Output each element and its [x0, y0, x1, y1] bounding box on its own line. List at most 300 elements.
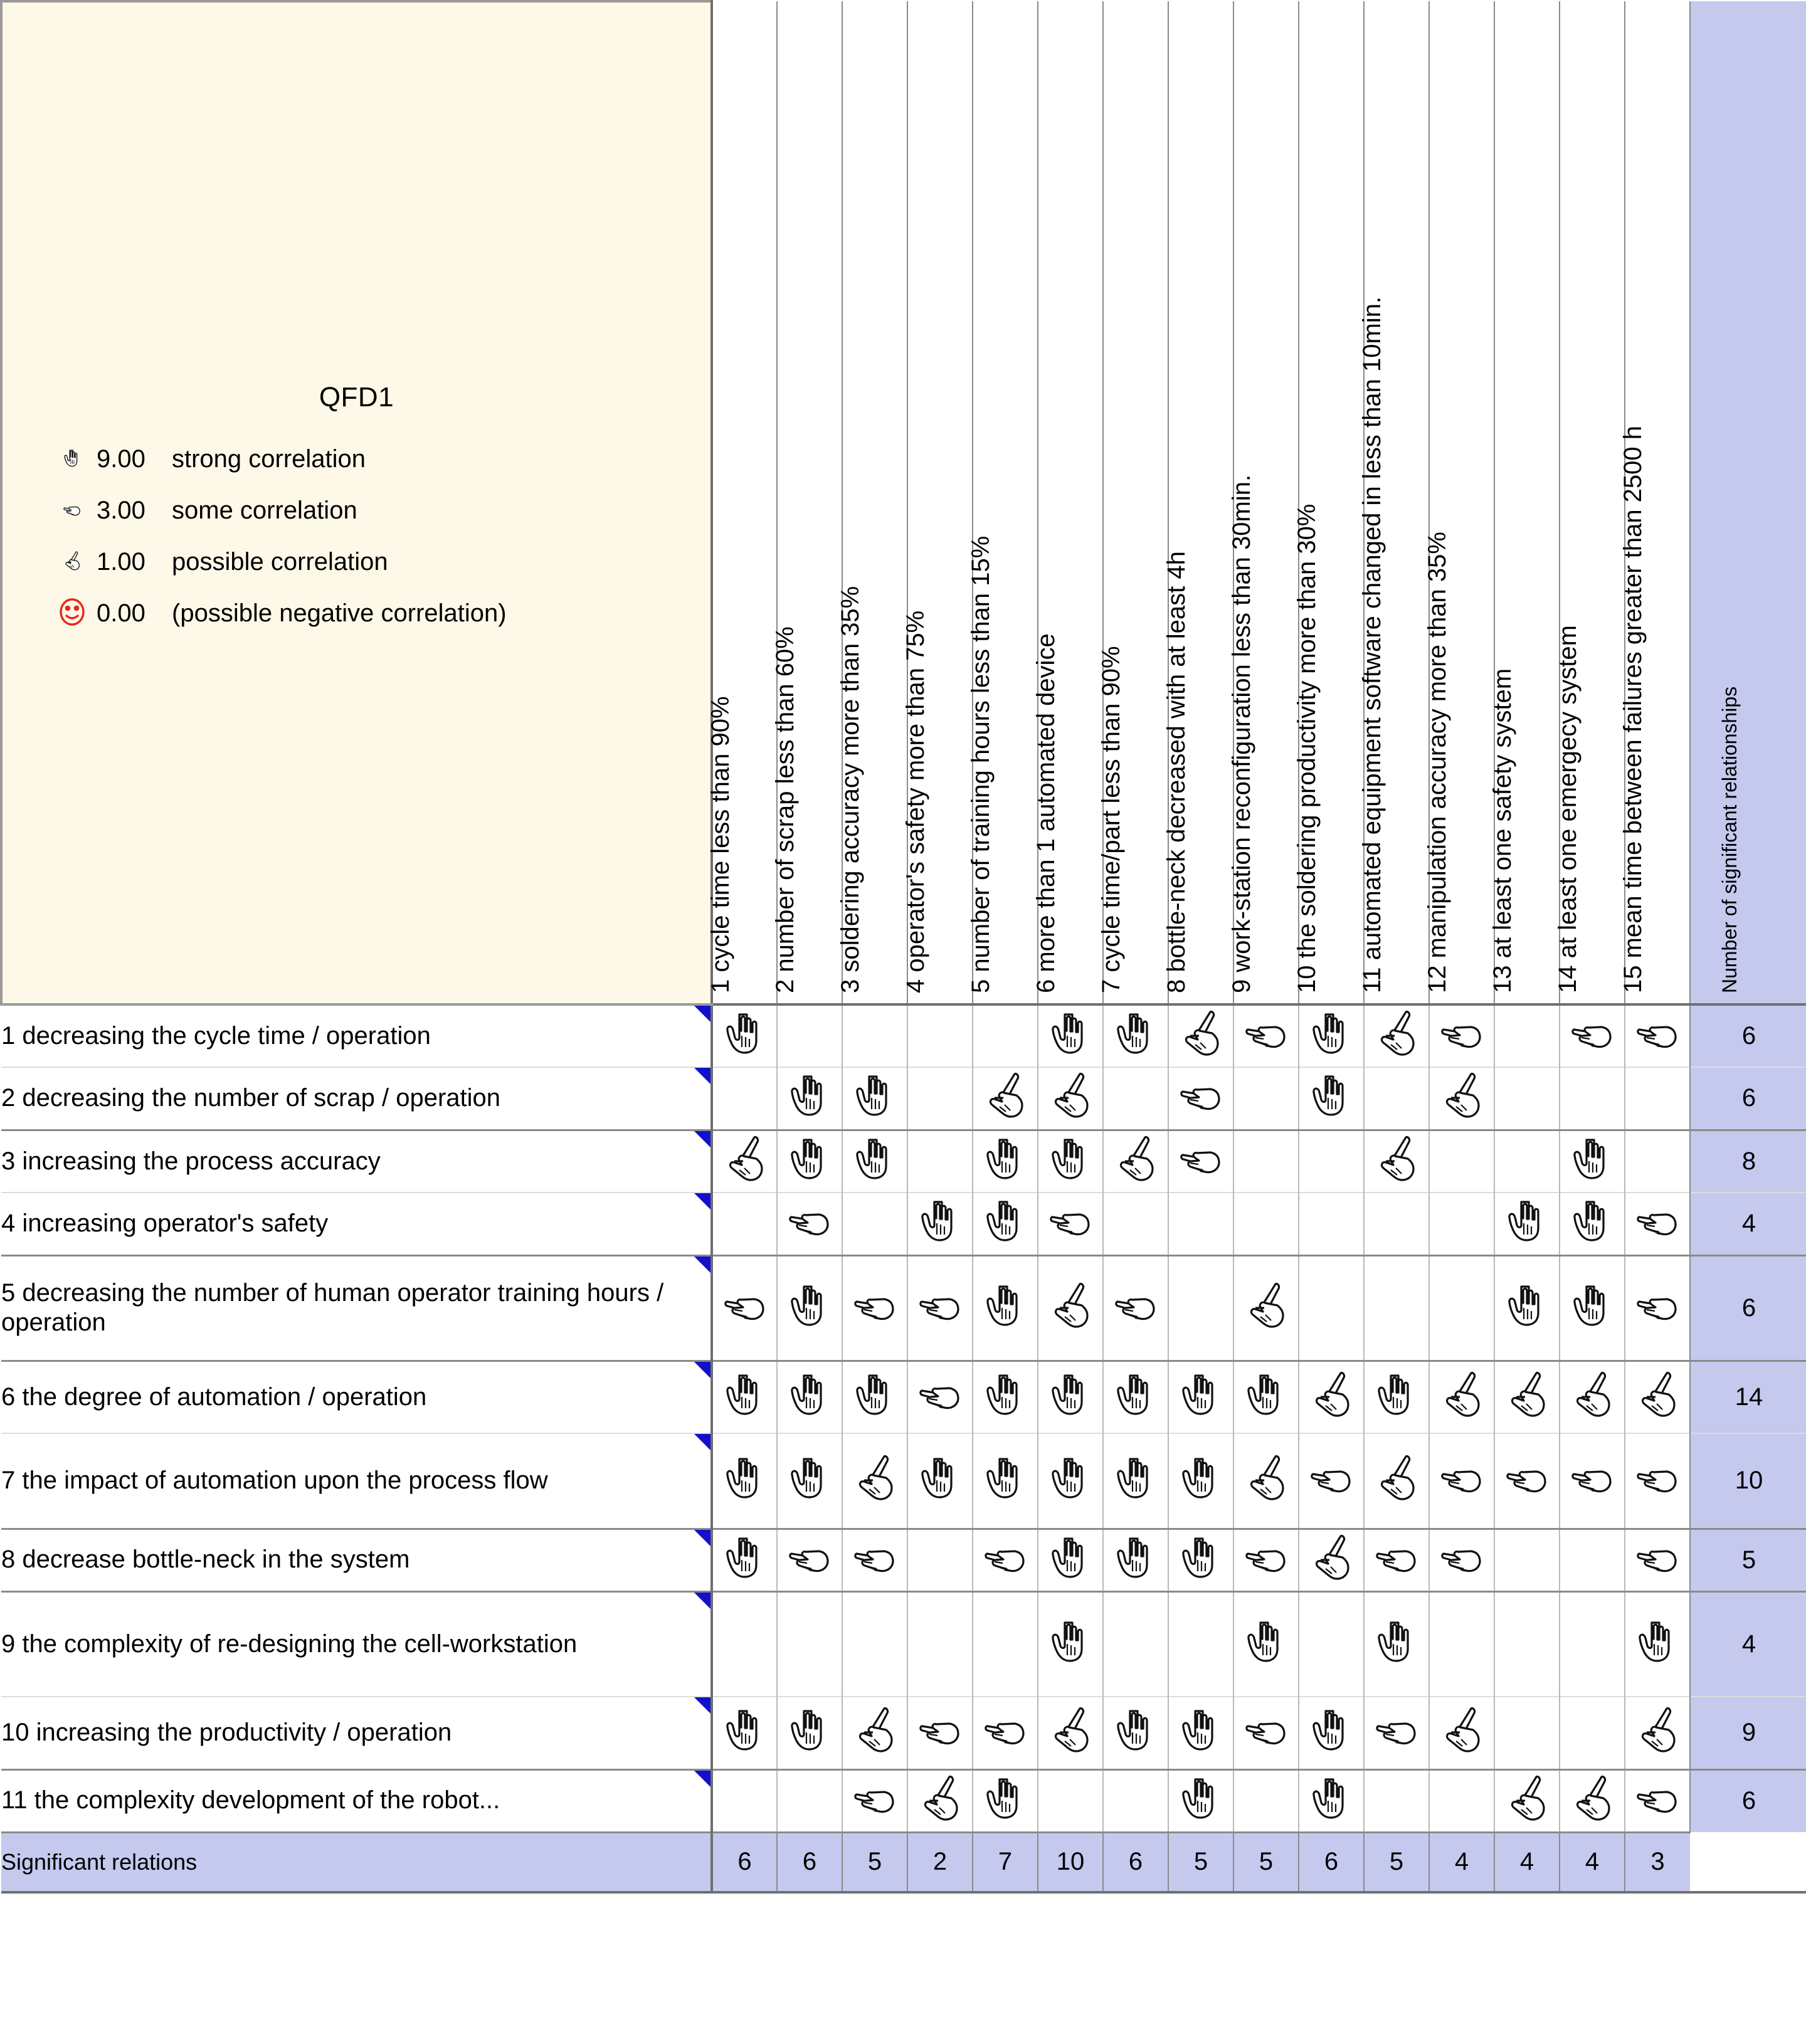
matrix-cell-r2-c7[interactable]	[1103, 1067, 1168, 1130]
row-significant-count-4: 4	[1690, 1193, 1806, 1255]
row-header-label: 7 the impact of automation upon the process flow	[1, 1467, 548, 1495]
table-row	[1, 1067, 1806, 1130]
matrix-cell-r7-c2[interactable]	[777, 1433, 842, 1529]
matrix-cell-r4-c9[interactable]	[1233, 1193, 1299, 1255]
matrix-cell-r10-c3[interactable]	[842, 1697, 907, 1769]
matrix-cell-r7-c5[interactable]	[973, 1433, 1038, 1529]
matrix-cell-r1-c10[interactable]	[1299, 1004, 1364, 1067]
matrix-cell-r3-c5[interactable]	[973, 1130, 1038, 1193]
matrix-cell-r10-c13[interactable]	[1494, 1697, 1560, 1769]
matrix-cell-r2-c12[interactable]	[1429, 1067, 1494, 1130]
legend-label: possible correlation	[172, 547, 388, 576]
matrix-cell-r5-c1[interactable]	[712, 1255, 777, 1361]
matrix-cell-r9-c13[interactable]	[1494, 1591, 1560, 1697]
hand-pointing-down-icon	[981, 1134, 1030, 1186]
hand-pointing-left-icon	[1633, 1773, 1682, 1826]
matrix-cell-r9-c4[interactable]	[907, 1591, 973, 1697]
matrix-cell-r4-c12[interactable]	[1429, 1193, 1494, 1255]
hand-pointing-down-icon	[1502, 1196, 1551, 1248]
matrix-cell-r10-c12[interactable]	[1429, 1697, 1494, 1769]
hand-pointing-up-icon	[1568, 1773, 1617, 1826]
matrix-cell-r6-c3[interactable]	[842, 1361, 907, 1433]
matrix-cell-r4-c6[interactable]	[1038, 1193, 1103, 1255]
matrix-cell-r9-c2[interactable]	[777, 1591, 842, 1697]
matrix-cell-r10-c1[interactable]	[712, 1697, 777, 1769]
row-significant-count-2: 6	[1690, 1067, 1806, 1130]
matrix-cell-r10-c2[interactable]	[777, 1697, 842, 1769]
significant-relations-row	[1, 1832, 1806, 1892]
matrix-cell-r6-c14[interactable]	[1560, 1361, 1625, 1433]
matrix-cell-r1-c1[interactable]	[712, 1004, 777, 1067]
hand-pointing-down-icon	[1307, 1008, 1356, 1061]
column-header-label: 6 more than 1 automated device	[1032, 633, 1060, 993]
matrix-cell-r9-c1[interactable]	[712, 1591, 777, 1697]
matrix-cell-r1-c6[interactable]	[1038, 1004, 1103, 1067]
column-significant-count-8: 5	[1168, 1832, 1233, 1892]
column-significant-count-12: 4	[1429, 1832, 1494, 1892]
matrix-cell-r9-c14[interactable]	[1560, 1591, 1625, 1697]
matrix-cell-r1-c5[interactable]	[973, 1004, 1038, 1067]
legend-value: 0.00	[97, 599, 145, 627]
matrix-cell-r1-c14[interactable]	[1560, 1004, 1625, 1067]
matrix-cell-r8-c11[interactable]	[1364, 1529, 1429, 1591]
matrix-cell-r11-c15[interactable]	[1625, 1769, 1690, 1832]
matrix-cell-r6-c11[interactable]	[1364, 1361, 1429, 1433]
matrix-cell-r6-c13[interactable]	[1494, 1361, 1560, 1433]
column-significant-count-6: 10	[1038, 1832, 1103, 1892]
matrix-cell-r4-c4[interactable]	[907, 1193, 973, 1255]
matrix-cell-r11-c1[interactable]	[712, 1769, 777, 1832]
hand-pointing-down-icon	[1372, 1616, 1421, 1669]
row-significant-count-9: 4	[1690, 1591, 1806, 1697]
significant-relations-label: Significant relations	[1, 1832, 712, 1892]
table-row	[1, 1004, 1806, 1067]
matrix-cell-r11-c9[interactable]	[1233, 1769, 1299, 1832]
matrix-cell-r3-c9[interactable]	[1233, 1130, 1299, 1193]
column-header-11	[1358, 1, 1429, 1004]
matrix-cell-r3-c7[interactable]	[1103, 1130, 1168, 1193]
matrix-cell-r5-c3[interactable]	[842, 1255, 907, 1361]
column-header-label: 10 the soldering productivity more than 30%	[1293, 503, 1321, 993]
matrix-cell-r1-c8[interactable]	[1168, 1004, 1233, 1067]
hand-pointing-down-icon	[785, 1453, 834, 1505]
row-header-3	[1, 1130, 712, 1193]
hand-pointing-left-icon	[1633, 1453, 1682, 1505]
matrix-cell-r8-c12[interactable]	[1429, 1529, 1494, 1591]
matrix-cell-r4-c11[interactable]	[1364, 1193, 1429, 1255]
row-header-6	[1, 1361, 712, 1433]
matrix-cell-r5-c2[interactable]	[777, 1255, 842, 1361]
column-header-label: 11 automated equipment software changed in less than 10min.	[1358, 296, 1386, 993]
matrix-cell-r2-c10[interactable]	[1299, 1067, 1364, 1130]
table-row	[1, 1591, 1806, 1697]
matrix-cell-r7-c1[interactable]	[712, 1433, 777, 1529]
matrix-cell-r5-c7[interactable]	[1103, 1255, 1168, 1361]
row-header-11	[1, 1769, 712, 1832]
matrix-cell-r10-c8[interactable]	[1168, 1697, 1233, 1769]
hand-pointing-left-icon	[981, 1532, 1030, 1585]
matrix-cell-r9-c10[interactable]	[1299, 1591, 1364, 1697]
table-row	[1, 1130, 1806, 1193]
row-significant-count-11: 6	[1690, 1769, 1806, 1832]
column-significant-count-11: 5	[1364, 1832, 1429, 1892]
hand-pointing-up-icon	[1176, 1008, 1225, 1061]
hand-pointing-left-icon	[48, 483, 97, 539]
matrix-cell-r11-c5[interactable]	[973, 1769, 1038, 1832]
matrix-cell-r9-c12[interactable]	[1429, 1591, 1494, 1697]
matrix-cell-r3-c14[interactable]	[1560, 1130, 1625, 1193]
matrix-cell-r8-c5[interactable]	[973, 1529, 1038, 1591]
matrix-cell-r8-c7[interactable]	[1103, 1529, 1168, 1591]
matrix-cell-r10-c6[interactable]	[1038, 1697, 1103, 1769]
row-header-label: 5 decreasing the number of human operator training hours / operation	[1, 1278, 664, 1336]
matrix-cell-r10-c11[interactable]	[1364, 1697, 1429, 1769]
hand-pointing-down-icon	[1176, 1453, 1225, 1505]
column-header-label: 9 work-station reconfiguration less than 30min.	[1228, 474, 1255, 993]
matrix-cell-r4-c2[interactable]	[777, 1193, 842, 1255]
matrix-cell-r5-c12[interactable]	[1429, 1255, 1494, 1361]
row-marker-triangle-icon	[694, 1771, 710, 1787]
hand-pointing-down-icon	[721, 1453, 769, 1505]
matrix-cell-r10-c5[interactable]	[973, 1697, 1038, 1769]
hand-pointing-up-icon	[1568, 1369, 1617, 1422]
matrix-cell-r3-c2[interactable]	[777, 1130, 842, 1193]
matrix-cell-r8-c3[interactable]	[842, 1529, 907, 1591]
matrix-cell-r8-c1[interactable]	[712, 1529, 777, 1591]
matrix-cell-r7-c3[interactable]	[842, 1433, 907, 1529]
matrix-cell-r3-c4[interactable]	[907, 1130, 973, 1193]
matrix-cell-r1-c2[interactable]	[777, 1004, 842, 1067]
hand-pointing-down-icon	[1176, 1532, 1225, 1585]
matrix-cell-r6-c8[interactable]	[1168, 1361, 1233, 1433]
matrix-cell-r11-c14[interactable]	[1560, 1769, 1625, 1832]
hand-pointing-up-icon	[1437, 1070, 1486, 1123]
hand-pointing-up-icon	[1372, 1008, 1421, 1061]
hand-pointing-left-icon	[1046, 1196, 1095, 1248]
hand-pointing-left-icon	[1437, 1532, 1486, 1585]
matrix-cell-r1-c11[interactable]	[1364, 1004, 1429, 1067]
matrix-cell-r3-c11[interactable]	[1364, 1130, 1429, 1193]
matrix-cell-r4-c13[interactable]	[1494, 1193, 1560, 1255]
matrix-cell-r7-c6[interactable]	[1038, 1433, 1103, 1529]
hand-pointing-down-icon	[850, 1134, 899, 1186]
hand-pointing-up-icon	[850, 1705, 899, 1757]
column-header-9	[1228, 1, 1299, 1004]
row-marker-triangle-icon	[694, 1006, 710, 1022]
hand-pointing-down-icon	[1176, 1369, 1225, 1422]
matrix-cell-r3-c10[interactable]	[1299, 1130, 1364, 1193]
matrix-cell-r7-c11[interactable]	[1364, 1433, 1429, 1529]
matrix-cell-r1-c4[interactable]	[907, 1004, 973, 1067]
matrix-cell-r11-c10[interactable]	[1299, 1769, 1364, 1832]
hand-pointing-down-icon	[1502, 1280, 1551, 1333]
matrix-cell-r3-c12[interactable]	[1429, 1130, 1494, 1193]
matrix-cell-r7-c14[interactable]	[1560, 1433, 1625, 1529]
hand-pointing-down-icon	[785, 1369, 834, 1422]
matrix-cell-r2-c1[interactable]	[712, 1067, 777, 1130]
legend-row	[48, 493, 710, 527]
hand-pointing-left-icon	[1437, 1008, 1486, 1061]
matrix-cell-r1-c7[interactable]	[1103, 1004, 1168, 1067]
matrix-cell-r6-c6[interactable]	[1038, 1361, 1103, 1433]
matrix-cell-r3-c1[interactable]	[712, 1130, 777, 1193]
matrix-cell-r3-c3[interactable]	[842, 1130, 907, 1193]
row-header-4	[1, 1193, 712, 1255]
matrix-cell-r5-c5[interactable]	[973, 1255, 1038, 1361]
matrix-cell-r11-c8[interactable]	[1168, 1769, 1233, 1832]
hand-pointing-down-icon	[981, 1280, 1030, 1333]
column-significant-count-9: 5	[1233, 1832, 1299, 1892]
matrix-cell-r5-c10[interactable]	[1299, 1255, 1364, 1361]
matrix-cell-r9-c6[interactable]	[1038, 1591, 1103, 1697]
column-header-4	[902, 1, 973, 1004]
matrix-cell-r4-c7[interactable]	[1103, 1193, 1168, 1255]
column-header-10	[1293, 1, 1364, 1004]
matrix-cell-r6-c1[interactable]	[712, 1361, 777, 1433]
matrix-cell-r10-c10[interactable]	[1299, 1697, 1364, 1769]
hand-pointing-down-icon	[981, 1196, 1030, 1248]
matrix-cell-r3-c13[interactable]	[1494, 1130, 1560, 1193]
matrix-cell-r3-c8[interactable]	[1168, 1130, 1233, 1193]
matrix-cell-r8-c8[interactable]	[1168, 1529, 1233, 1591]
row-marker-triangle-icon	[694, 1434, 710, 1450]
hand-pointing-down-icon	[1307, 1773, 1356, 1826]
row-header-label: 2 decreasing the number of scrap / operation	[1, 1084, 501, 1112]
legend-row	[48, 442, 710, 476]
matrix-cell-r5-c6[interactable]	[1038, 1255, 1103, 1361]
matrix-cell-r2-c8[interactable]	[1168, 1067, 1233, 1130]
table-row	[1, 1193, 1806, 1255]
matrix-cell-r2-c5[interactable]	[973, 1067, 1038, 1130]
column-header-label: 1 cycle time less than 90%	[706, 696, 734, 993]
hand-pointing-up-icon	[981, 1070, 1030, 1123]
matrix-cell-r11-c12[interactable]	[1429, 1769, 1494, 1832]
matrix-cell-r7-c4[interactable]	[907, 1433, 973, 1529]
matrix-cell-r7-c15[interactable]	[1625, 1433, 1690, 1529]
matrix-cell-r6-c7[interactable]	[1103, 1361, 1168, 1433]
legend-panel	[1, 1, 712, 1004]
matrix-cell-r2-c4[interactable]	[907, 1067, 973, 1130]
matrix-cell-r3-c15[interactable]	[1625, 1130, 1690, 1193]
matrix-cell-r6-c10[interactable]	[1299, 1361, 1364, 1433]
column-significant-count-4: 2	[907, 1832, 973, 1892]
matrix-cell-r3-c6[interactable]	[1038, 1130, 1103, 1193]
legend-label: some correlation	[172, 496, 357, 524]
row-significant-count-5: 6	[1690, 1255, 1806, 1361]
column-header-label: 2 number of scrap less than 60%	[771, 626, 799, 993]
matrix-cell-r7-c7[interactable]	[1103, 1433, 1168, 1529]
matrix-cell-r2-c9[interactable]	[1233, 1067, 1299, 1130]
qfd-table-header	[1, 1, 1806, 1004]
matrix-cell-r8-c13[interactable]	[1494, 1529, 1560, 1591]
hand-pointing-left-icon	[850, 1532, 899, 1585]
hand-pointing-left-icon	[1633, 1196, 1682, 1248]
matrix-cell-r2-c2[interactable]	[777, 1067, 842, 1130]
matrix-cell-r2-c6[interactable]	[1038, 1067, 1103, 1130]
matrix-cell-r9-c7[interactable]	[1103, 1591, 1168, 1697]
column-header-15	[1619, 1, 1690, 1004]
hand-pointing-up-icon	[48, 534, 97, 590]
matrix-cell-r7-c10[interactable]	[1299, 1433, 1364, 1529]
matrix-cell-r11-c6[interactable]	[1038, 1769, 1103, 1832]
column-header-1	[706, 1, 777, 1004]
hand-pointing-left-icon	[785, 1196, 834, 1248]
matrix-cell-r8-c6[interactable]	[1038, 1529, 1103, 1591]
matrix-cell-r11-c2[interactable]	[777, 1769, 842, 1832]
matrix-cell-r6-c15[interactable]	[1625, 1361, 1690, 1433]
hand-pointing-down-icon	[1568, 1134, 1617, 1186]
hand-pointing-down-icon	[1046, 1616, 1095, 1669]
matrix-cell-r2-c14[interactable]	[1560, 1067, 1625, 1130]
hand-pointing-down-icon	[1111, 1705, 1160, 1757]
matrix-cell-r4-c8[interactable]	[1168, 1193, 1233, 1255]
summary-header-label: Number of significant relationships	[1718, 686, 1741, 993]
matrix-cell-r6-c4[interactable]	[907, 1361, 973, 1433]
qfd-table-body	[1, 1004, 1806, 1892]
hand-pointing-down-icon	[1046, 1532, 1095, 1585]
row-header-7	[1, 1433, 712, 1529]
hand-pointing-down-icon	[1046, 1453, 1095, 1505]
matrix-cell-r4-c5[interactable]	[973, 1193, 1038, 1255]
column-header-12	[1423, 1, 1494, 1004]
matrix-cell-r6-c12[interactable]	[1429, 1361, 1494, 1433]
matrix-cell-r8-c15[interactable]	[1625, 1529, 1690, 1591]
column-header-significant-relationships	[1690, 1, 1806, 1004]
hand-pointing-up-icon	[1437, 1705, 1486, 1757]
column-header-label: 15 mean time between failures greater than 2500 h	[1619, 425, 1647, 993]
hand-pointing-left-icon	[1242, 1532, 1291, 1585]
row-significant-count-3: 8	[1690, 1130, 1806, 1193]
matrix-cell-r7-c12[interactable]	[1429, 1433, 1494, 1529]
hand-pointing-down-icon	[785, 1280, 834, 1333]
matrix-cell-r2-c13[interactable]	[1494, 1067, 1560, 1130]
column-header-7	[1097, 1, 1168, 1004]
matrix-cell-r9-c8[interactable]	[1168, 1591, 1233, 1697]
matrix-cell-r1-c3[interactable]	[842, 1004, 907, 1067]
hand-pointing-up-icon	[1372, 1453, 1421, 1505]
matrix-cell-r9-c5[interactable]	[973, 1591, 1038, 1697]
hand-pointing-up-icon	[1242, 1280, 1291, 1333]
matrix-cell-r5-c4[interactable]	[907, 1255, 973, 1361]
matrix-cell-r8-c2[interactable]	[777, 1529, 842, 1591]
hand-pointing-down-icon	[1176, 1705, 1225, 1757]
hand-pointing-down-icon	[1242, 1369, 1291, 1422]
matrix-cell-r4-c14[interactable]	[1560, 1193, 1625, 1255]
table-row	[1, 1697, 1806, 1769]
matrix-cell-r8-c4[interactable]	[907, 1529, 973, 1591]
matrix-cell-r8-c14[interactable]	[1560, 1529, 1625, 1591]
matrix-cell-r8-c9[interactable]	[1233, 1529, 1299, 1591]
hand-pointing-up-icon	[1046, 1705, 1095, 1757]
matrix-cell-r7-c9[interactable]	[1233, 1433, 1299, 1529]
matrix-cell-r9-c11[interactable]	[1364, 1591, 1429, 1697]
matrix-cell-r6-c9[interactable]	[1233, 1361, 1299, 1433]
hand-pointing-left-icon	[850, 1280, 899, 1333]
column-header-label: 4 operator's safety more than 75%	[902, 610, 929, 993]
matrix-cell-r9-c9[interactable]	[1233, 1591, 1299, 1697]
matrix-cell-r11-c11[interactable]	[1364, 1769, 1429, 1832]
matrix-cell-r10-c14[interactable]	[1560, 1697, 1625, 1769]
matrix-cell-r4-c1[interactable]	[712, 1193, 777, 1255]
matrix-cell-r10-c7[interactable]	[1103, 1697, 1168, 1769]
hand-pointing-down-icon	[1307, 1070, 1356, 1123]
matrix-cell-r4-c15[interactable]	[1625, 1193, 1690, 1255]
matrix-cell-r4-c10[interactable]	[1299, 1193, 1364, 1255]
matrix-cell-r1-c13[interactable]	[1494, 1004, 1560, 1067]
matrix-cell-r4-c3[interactable]	[842, 1193, 907, 1255]
table-row	[1, 1361, 1806, 1433]
matrix-cell-r7-c8[interactable]	[1168, 1433, 1233, 1529]
matrix-cell-r5-c9[interactable]	[1233, 1255, 1299, 1361]
table-row	[1, 1255, 1806, 1361]
matrix-cell-r10-c4[interactable]	[907, 1697, 973, 1769]
matrix-cell-r8-c10[interactable]	[1299, 1529, 1364, 1591]
row-marker-triangle-icon	[694, 1131, 710, 1147]
hand-pointing-down-icon	[1111, 1008, 1160, 1061]
column-header-label: 14 at least one emergecy system	[1554, 625, 1582, 993]
hand-pointing-down-icon	[1111, 1453, 1160, 1505]
column-significant-count-1: 6	[712, 1832, 777, 1892]
matrix-cell-r2-c11[interactable]	[1364, 1067, 1429, 1130]
page-title: QFD1	[319, 382, 394, 413]
matrix-cell-r2-c15[interactable]	[1625, 1067, 1690, 1130]
hand-pointing-down-icon	[785, 1134, 834, 1186]
matrix-cell-r11-c3[interactable]	[842, 1769, 907, 1832]
legend-row	[48, 596, 710, 630]
matrix-cell-r6-c2[interactable]	[777, 1361, 842, 1433]
matrix-cell-r10-c9[interactable]	[1233, 1697, 1299, 1769]
table-row	[1, 1529, 1806, 1591]
hand-pointing-left-icon	[1568, 1453, 1617, 1505]
hand-pointing-down-icon	[981, 1773, 1030, 1826]
matrix-cell-r6-c5[interactable]	[973, 1361, 1038, 1433]
hand-pointing-left-icon	[785, 1532, 834, 1585]
row-header-label: 9 the complexity of re-designing the cell-workstation	[1, 1630, 578, 1658]
hand-pointing-left-icon	[721, 1280, 769, 1333]
column-header-2	[771, 1, 842, 1004]
matrix-cell-r1-c12[interactable]	[1429, 1004, 1494, 1067]
column-significant-count-7: 6	[1103, 1832, 1168, 1892]
column-header-14	[1554, 1, 1625, 1004]
matrix-cell-r11-c4[interactable]	[907, 1769, 973, 1832]
hand-pointing-down-icon	[1046, 1008, 1095, 1061]
matrix-cell-r5-c11[interactable]	[1364, 1255, 1429, 1361]
matrix-cell-r9-c3[interactable]	[842, 1591, 907, 1697]
matrix-cell-r5-c8[interactable]	[1168, 1255, 1233, 1361]
matrix-cell-r9-c15[interactable]	[1625, 1591, 1690, 1697]
legend-value: 1.00	[97, 547, 145, 576]
matrix-cell-r1-c15[interactable]	[1625, 1004, 1690, 1067]
matrix-cell-r5-c15[interactable]	[1625, 1255, 1690, 1361]
matrix-cell-r7-c13[interactable]	[1494, 1433, 1560, 1529]
row-marker-triangle-icon	[694, 1697, 710, 1714]
matrix-cell-r10-c15[interactable]	[1625, 1697, 1690, 1769]
hand-pointing-left-icon	[916, 1280, 964, 1333]
hand-pointing-down-icon	[1242, 1616, 1291, 1669]
matrix-cell-r1-c9[interactable]	[1233, 1004, 1299, 1067]
hand-pointing-left-icon	[1242, 1705, 1291, 1757]
matrix-cell-r2-c3[interactable]	[842, 1067, 907, 1130]
matrix-cell-r11-c13[interactable]	[1494, 1769, 1560, 1832]
matrix-cell-r11-c7[interactable]	[1103, 1769, 1168, 1832]
matrix-cell-r5-c14[interactable]	[1560, 1255, 1625, 1361]
hand-pointing-down-icon	[1568, 1280, 1617, 1333]
hand-pointing-down-icon	[1307, 1705, 1356, 1757]
hand-pointing-down-icon	[721, 1532, 769, 1585]
hand-pointing-down-icon	[785, 1070, 834, 1123]
matrix-cell-r5-c13[interactable]	[1494, 1255, 1560, 1361]
hand-pointing-up-icon	[850, 1453, 899, 1505]
